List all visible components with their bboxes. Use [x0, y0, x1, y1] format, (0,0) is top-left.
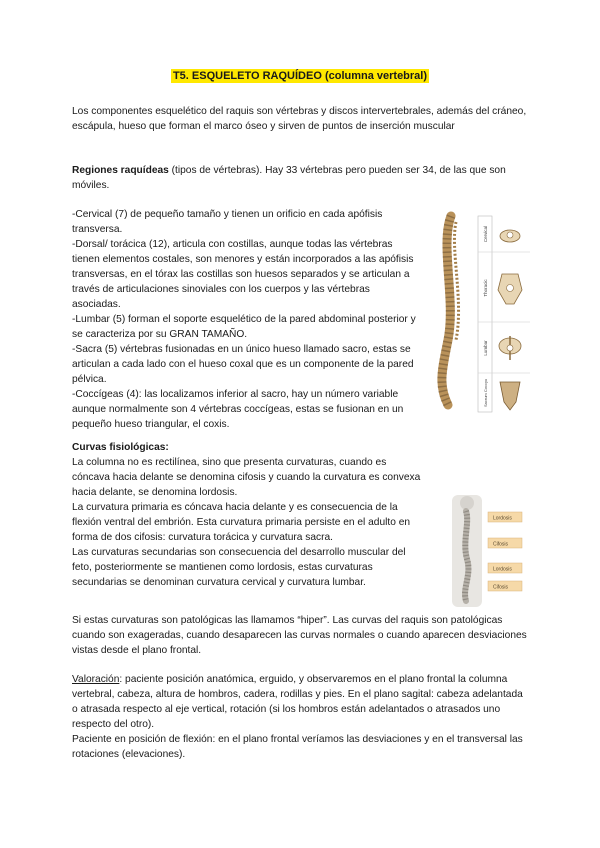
regiones-text: (tipos de vértebras). Hay 33 vértebras pero pueden ser 34, de las que son móviles.: [72, 165, 506, 191]
valoracion-flexion-text: Paciente en posición de flexión: en el plano frontal veríamos las desviaciones y en el transversal las rotaciones (elevaciones).: [72, 734, 523, 760]
vertebra-types-list: [72, 207, 417, 432]
page-title: [0, 70, 600, 82]
label-cervical: Cervical: [483, 225, 488, 243]
valoracion-heading: Valoración: [72, 674, 120, 685]
label-lumbar: Lumbar: [483, 340, 488, 356]
spinous-processes: [454, 222, 458, 340]
list-item-dorsal: -Dorsal/ torácica (12), articula con costillas, aunque todas las vértebras tienen elementos costales, son menores y están incorporados a las apófisis transversas, en el tórax las costillas son huesos separados y se articulan a través de articulaciones sinoviales con los cuerpos y las vértebras asociadas.: [72, 239, 414, 310]
list-item-coccigeas: -Coccígeas (4): las localizamos inferior al sacro, hay un número variable aunque normalmente son 4 vértebras coccígeas, estas se fusionan en un pequeño hueso triangular, el coxis.: [72, 389, 404, 430]
curvas-hiper-paragraph: Si estas curvaturas son patológicas las llamamos “hiper”. Las curvas del raquis son patológicas cuando son exageradas, cuando desaparecen las curvas normales o cuando aparecen desviaciones vistas desde el plano frontal.: [72, 615, 527, 656]
lumbar-vertebra-icon: [499, 336, 521, 360]
curvas-text-1: La columna no es rectilínea, sino que presenta curvaturas, cuando es cóncava hacia delante se denomina cifosis y cuando la curvatura es convexa hacia delante, se denomina lordosis.: [72, 457, 421, 498]
title-highlight: T5. ESQUELETO RAQUÍDEO (columna vertebral): [172, 70, 428, 82]
list-item-lumbar: -Lumbar (5) forman el soporte esquelético de la pared abdominal posterior y se caracteriza por su GRAN TAMAÑO.: [72, 314, 416, 340]
label-lordosis-lumbar: Lordosis: [493, 566, 512, 573]
label-lordosis-cervical: Lordosis: [493, 515, 512, 522]
label-cifosis-toracica: Cifosis: [493, 541, 509, 548]
regiones-heading: Regiones raquídeas: [72, 165, 169, 176]
head-silhouette: [460, 496, 474, 510]
intro-paragraph: Los componentes esquelético del raquis son vértebras y discos intervertebrales, además del cráneo, escápula, hueso que forman el marco óseo y sirven de puntos de inserción muscular: [72, 106, 527, 132]
label-thoracic: Thoracic: [483, 279, 488, 297]
label-sacrum-coccyx: Sacrum Coccyx: [483, 378, 488, 408]
valoracion-paragraph: [72, 672, 528, 762]
valoracion-text: : paciente posición anatómica, erguido, y observaremos en el plano frontal la columna vertebral, cabeza, altura de hombros, cadera, rodillas y pies. En el plano sagital: cabeza adelantada o atrasada respecto al eje vertical, rotación (si los hombros están adelantados o atrasados uno respecto del otro).: [72, 674, 523, 730]
regiones-paragraph: [72, 163, 528, 193]
list-item-cervical: -Cervical (7) de pequeño tamaño y tienen un orificio en cada apófisis transversa.: [72, 209, 383, 235]
curvas-paragraph: [72, 440, 427, 590]
cervical-vertebra-icon: [500, 230, 520, 242]
curvas-text-2: La curvatura primaria es cóncava hacia delante y es consecuencia de la flexión ventral del embrión. Esta curvatura primaria persiste en el adulto en forma de dos cifosis: curvatura torácica y curvatura sacra.: [72, 502, 411, 543]
curvas-text-3: Las curvaturas secundarias son consecuencia del desarrollo muscular del feto, posteriormente se mantienen como lordosis, estas curvaturas secundarias se denominan curvatura cervical y curvatura lumbar.: [72, 547, 406, 588]
label-cifosis-sacra: Cifosis: [493, 584, 509, 591]
list-item-sacra: -Sacra (5) vértebras fusionadas en un único hueso llamado sacro, estas se articulan a cada lado con el hueso coxal que es un componente de la pared pélvica.: [72, 344, 414, 385]
curvatures-figure: [448, 493, 528, 611]
sacrum-icon: [500, 382, 520, 410]
curvas-heading: Curvas fisiológicas:: [72, 442, 169, 453]
spine-regions-figure: [418, 210, 530, 420]
thoracic-vertebra-icon: [498, 274, 522, 304]
